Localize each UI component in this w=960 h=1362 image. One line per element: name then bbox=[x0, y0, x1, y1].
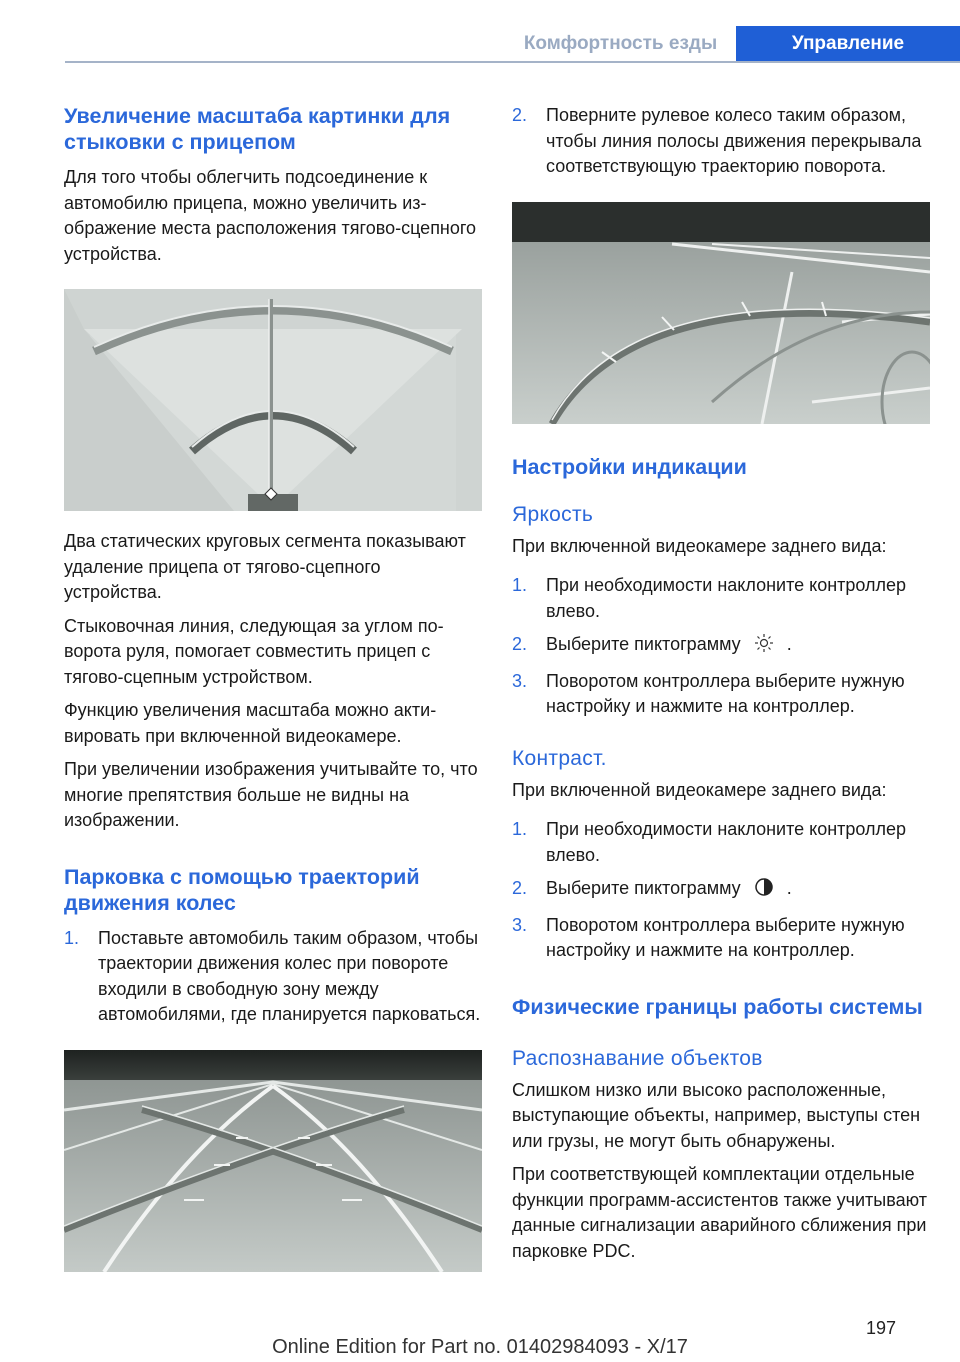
brightness-steps-list bbox=[512, 573, 930, 720]
header-section-tab: Комфортность езды bbox=[523, 33, 718, 54]
heading-brightness: Яркость bbox=[512, 502, 594, 526]
step-number: 1. bbox=[512, 819, 528, 839]
list-item bbox=[64, 926, 482, 1028]
paragraph-zoom-intro: Для того чтобы облегчить подсоединение к автомобилю прицепа, можно увеличить изображение места расположения тягово-сцепного устройства. bbox=[64, 167, 477, 264]
footer-edition: Online Edition for Part no. 01402984093 - X/17 bbox=[272, 1336, 688, 1358]
header-rule bbox=[65, 61, 960, 63]
figure-steering-alignment bbox=[512, 202, 930, 424]
heading-display-settings: Настройки индикации bbox=[512, 454, 747, 479]
paragraph-contrast-intro: При включенной видеокамере заднего вида: bbox=[512, 779, 887, 800]
contrast-steps-list bbox=[512, 817, 930, 964]
step-text: При необходимости наклоните контроллер влево. bbox=[546, 575, 907, 621]
paragraph-docking-line: Стыковочная линия, следующая за углом поворота руля, помогает совместить прицеп с тягово-сцепным устройством. bbox=[64, 615, 444, 687]
hitch-zoom-illustration bbox=[64, 289, 482, 511]
paragraph-detection-2: При соответствующей комплектации отдельные функции программ-ассистентов также учитывают данные сигнализации аварийного сближения при парковке PDC. bbox=[512, 1164, 927, 1261]
list-item bbox=[512, 669, 930, 720]
contrast-icon bbox=[754, 877, 774, 905]
step-text: Выберите пиктограмму bbox=[546, 878, 741, 898]
heading-system-limits: Физические границы работы системы bbox=[512, 994, 923, 1019]
step-number: 2. bbox=[512, 878, 528, 898]
paragraph-brightness-intro: При включенной видеокамере заднего вида: bbox=[512, 535, 887, 556]
left-column bbox=[64, 103, 482, 1272]
parking-steps-list-continued bbox=[512, 103, 930, 180]
heading-zoom: Увеличение масштаба картинки для стыковки с прицепом bbox=[64, 104, 451, 154]
paragraph-zoom-activation: Функцию увеличения масштаба можно активировать при включенной видеокамере. bbox=[64, 700, 437, 746]
step-text: Поставьте автомобиль таким образом, чтобы траектории движения колес при повороте входили в свободную зону между автомобилями, где планируется парковаться. bbox=[98, 927, 481, 1024]
list-item bbox=[512, 103, 930, 180]
step-text-suffix: . bbox=[786, 878, 792, 898]
heading-object-detection: Распознавание объектов bbox=[512, 1046, 763, 1070]
header-chapter-tab: Управление bbox=[736, 26, 960, 63]
step-number: 3. bbox=[512, 670, 528, 691]
step-number: 3. bbox=[512, 914, 528, 935]
wheel-trajectories-illustration bbox=[64, 1050, 482, 1272]
steering-alignment-illustration bbox=[512, 202, 930, 424]
parking-steps-list bbox=[64, 926, 482, 1028]
step-number: 1. bbox=[512, 575, 528, 595]
paragraph-detection-1: Слишком низко или высоко расположенные, выступающие объекты, например, выступы стен или грузы, не могут быть обнаружены. bbox=[512, 1079, 921, 1151]
list-item bbox=[512, 573, 930, 624]
step-text: Выберите пиктограмму bbox=[546, 634, 741, 654]
list-item bbox=[512, 632, 930, 661]
paragraph-segments: Два статических круговых сегмента показывают удаление прицепа от тягово-сцепного устройства. bbox=[64, 531, 466, 602]
step-text: Поворотом контроллера выберите нужную настройку и нажмите на контроллер. bbox=[546, 670, 905, 716]
heading-contrast: Контраст. bbox=[512, 746, 607, 770]
figure-wheel-trajectories bbox=[64, 1050, 482, 1272]
heading-parking-trajectories: Парковка с помощью траекторий движения колес bbox=[64, 864, 420, 915]
step-text: Поворотом контроллера выберите нужную настройку и нажмите на контроллер. bbox=[546, 914, 905, 960]
step-number: 2. bbox=[512, 634, 528, 654]
list-item bbox=[512, 913, 930, 964]
brightness-icon bbox=[754, 633, 774, 661]
right-column bbox=[512, 103, 930, 1264]
list-item bbox=[512, 817, 930, 868]
figure-hitch-zoom bbox=[64, 289, 482, 511]
step-number: 2. bbox=[512, 105, 528, 125]
page-number: 197 bbox=[866, 1318, 897, 1338]
list-item bbox=[512, 876, 930, 905]
step-text: Поверните рулевое колесо таким образом, чтобы линия полосы движения перекрывала соответствующую траекторию поворота. bbox=[546, 105, 922, 176]
step-number: 1. bbox=[64, 927, 80, 948]
step-text-suffix: . bbox=[786, 634, 792, 654]
step-text: При необходимости наклоните контроллер влево. bbox=[546, 819, 907, 865]
paragraph-zoom-warning: При увеличении изображения учитывайте то, что многие препятствия больше не видны на изображении. bbox=[64, 759, 478, 830]
